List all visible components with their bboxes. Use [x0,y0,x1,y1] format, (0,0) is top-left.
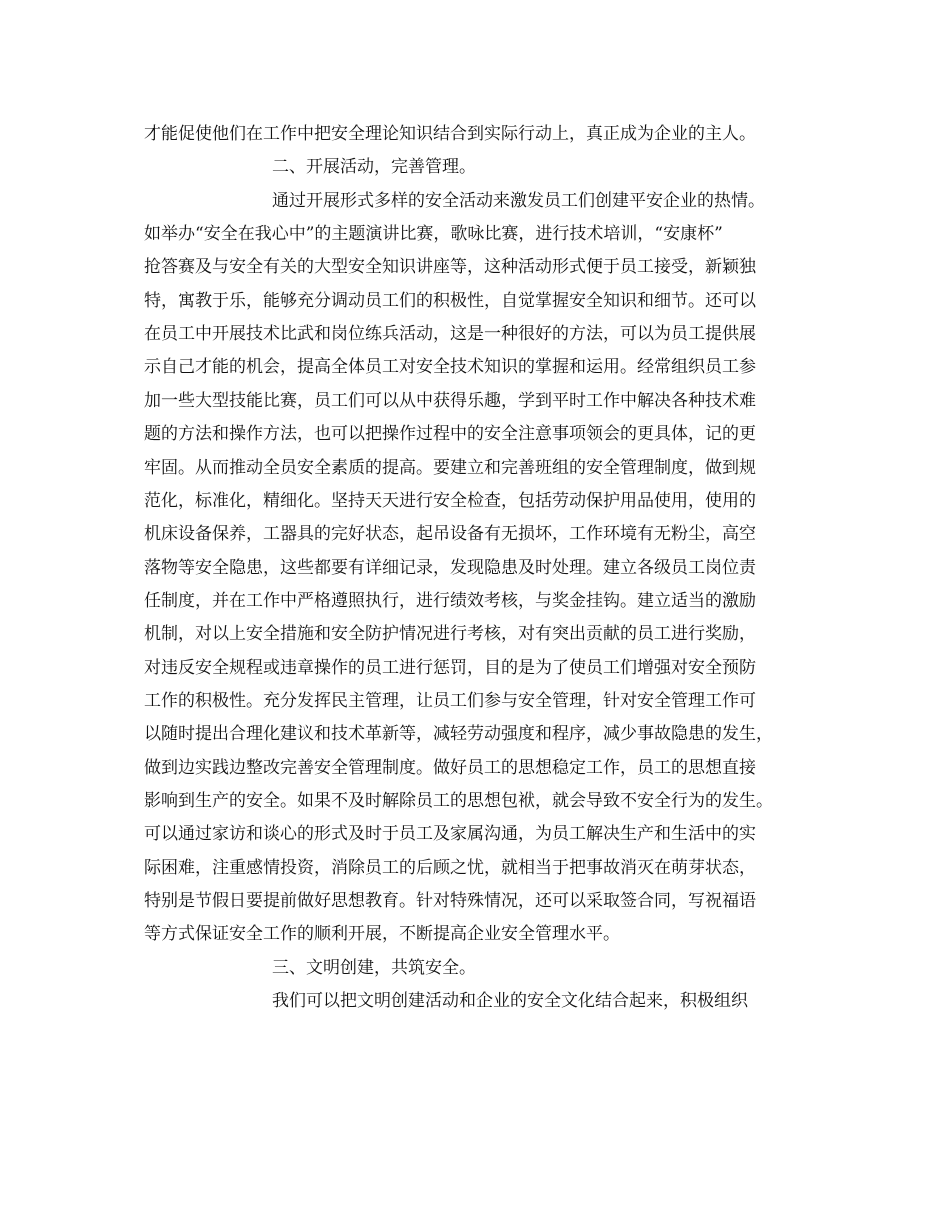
text-line: 做到边实践边整改完善安全管理制度。做好员工的思想稳定工作，员工的思想直接 [144,758,756,778]
text-line: 通过开展形式多样的安全活动来激发员工们创建平安企业的热情。 [272,191,765,211]
text-line: 特别是节假日要提前做好思想教育。针对特殊情况，还可以采取签合同，写祝福语 [144,891,756,911]
text-line: 我们可以把文明创建活动和企业的安全文化结合起来，积极组织 [272,991,748,1011]
text-line: 落物等安全隐患，这些都要有详细记录，发现隐患及时处理。建立各级员工岗位责 [144,558,756,578]
text-line: 等方式保证安全工作的顺利开展，不断提高企业安全管理水平。 [144,924,620,944]
text-line: 加一些大型技能比赛，员工们可以从中获得乐趣，学到平时工作中解决各种技术难 [144,391,756,411]
text-line: 才能促使他们在工作中把安全理论知识结合到实际行动上，真正成为企业的主人。 [144,124,756,144]
text-line: 特，寓教于乐，能够充分调动员工们的积极性，自觉掌握安全知识和细节。还可以 [144,291,756,311]
text-line: 机制，对以上安全措施和安全防护情况进行考核，对有突出贡献的员工进行奖励， [144,624,756,644]
text-line: 抢答赛及与安全有关的大型安全知识讲座等，这种活动形式便于员工接受，新颖独 [144,257,756,277]
text-line: 际困难，注重感情投资，消除员工的后顾之忧，就相当于把事故消灭在萌芽状态， [144,858,756,878]
text-line: 范化，标准化，精细化。坚持天天进行安全检查，包括劳动保护用品使用，使用的 [144,491,756,511]
text-line: 如举办“安全在我心中”的主题演讲比赛，歌咏比赛，进行技术培训，“安康杯” [144,224,723,244]
text-line: 牢固。从而推动全员安全素质的提高。要建立和完善班组的安全管理制度，做到规 [144,458,756,478]
text-line: 在员工中开展技术比武和岗位练兵活动，这是一种很好的方法，可以为员工提供展 [144,324,756,344]
text-line: 示自己才能的机会，提高全体员工对安全技术知识的掌握和运用。经常组织员工参 [144,357,756,377]
text-line: 以随时提出合理化建议和技术革新等，减轻劳动强度和程序，减少事故隐患的发生， [144,724,773,744]
text-line: 影响到生产的安全。如果不及时解除员工的思想包袱，就会导致不安全行为的发生。 [144,791,773,811]
text-line: 任制度，并在工作中严格遵照执行，进行绩效考核，与奖金挂钩。建立适当的激励 [144,591,756,611]
text-line: 可以通过家访和谈心的形式及时于员工及家属沟通，为员工解决生产和生活中的实 [144,824,756,844]
text-line: 二、开展活动，完善管理。 [272,157,476,177]
text-line: 机床设备保养，工器具的完好状态，起吊设备有无损坏，工作环境有无粉尘，高空 [144,524,756,544]
text-line: 题的方法和操作方法，也可以把操作过程中的安全注意事项领会的更具体，记的更 [144,424,756,444]
text-line: 工作的积极性。充分发挥民主管理，让员工们参与安全管理，针对安全管理工作可 [144,691,756,711]
text-line: 对违反安全规程或违章操作的员工进行惩罚，目的是为了使员工们增强对安全预防 [144,658,756,678]
text-line: 三、文明创建，共筑安全。 [272,958,476,978]
